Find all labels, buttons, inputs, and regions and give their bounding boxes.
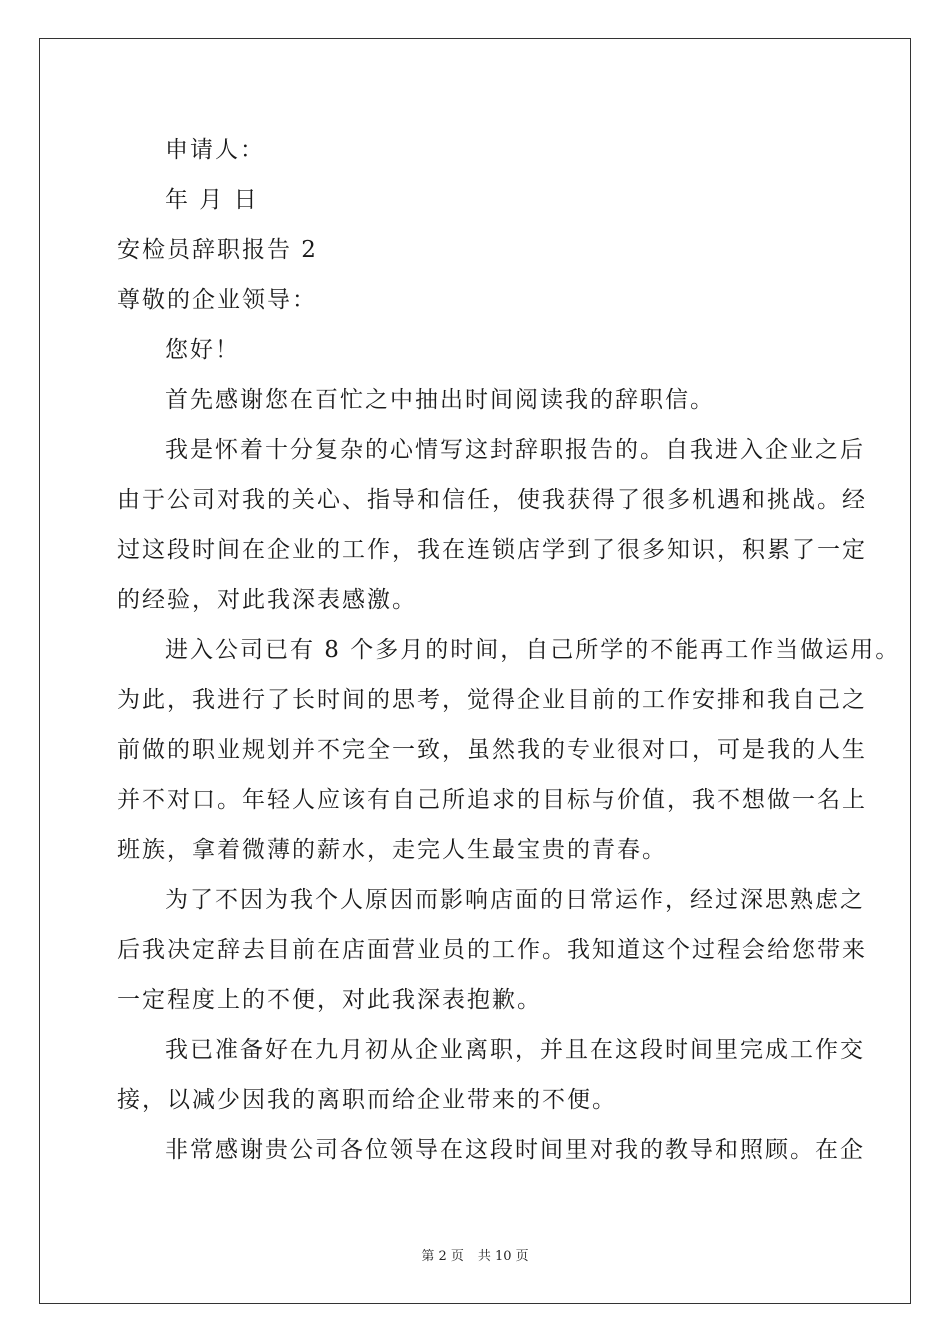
page-number: 第 2 页 [421,1249,464,1264]
paragraph-line: 班族，拿着微薄的薪水，走完人生最宝贵的青春。 [117,837,667,863]
paragraph-line: 的经验，对此我深表感激。 [117,587,417,613]
greeting: 您好！ [165,337,240,363]
paragraph-line: 首先感谢您在百忙之中抽出时间阅读我的辞职信。 [165,387,715,413]
salutation: 尊敬的企业领导： [117,287,317,313]
page-footer [0,1248,950,1266]
paragraph-line: 过这段时间在企业的工作，我在连锁店学到了很多知识，积累了一定 [117,537,867,563]
paragraph-line: 一定程度上的不便，对此我深表抱歉。 [117,987,542,1013]
paragraph-line: 由于公司对我的关心、指导和信任，使我获得了很多机遇和挑战。经 [117,487,867,513]
section-title: 安检员辞职报告 2 [117,237,318,263]
paragraph-line: 并不对口。年轻人应该有自己所追求的目标与价值，我不想做一名上 [117,787,867,813]
paragraph-line: 前做的职业规划并不完全一致，虽然我的专业很对口，可是我的人生 [117,737,867,763]
page-total: 共 10 页 [477,1249,529,1264]
paragraph-line: 非常感谢贵公司各位领导在这段时间里对我的教导和照顾。在企 [165,1137,865,1163]
paragraph-line: 我已准备好在九月初从企业离职，并且在这段时间里完成工作交 [165,1037,865,1063]
paragraph-line: 进入公司已有 8 个多月的时间，自己所学的不能再工作当做运用。 [165,637,901,663]
paragraph-line: 我是怀着十分复杂的心情写这封辞职报告的。自我进入企业之后 [165,437,865,463]
date-line: 年 月 日 [165,187,259,213]
paragraph-line: 为此，我进行了长时间的思考，觉得企业目前的工作安排和我自己之 [117,687,867,713]
applicant-line: 申请人： [165,137,265,163]
paragraph-line: 为了不因为我个人原因而影响店面的日常运作，经过深思熟虑之 [165,887,865,913]
paragraph-line: 后我决定辞去目前在店面营业员的工作。我知道这个过程会给您带来 [117,937,867,963]
paragraph-line: 接，以减少因我的离职而给企业带来的不便。 [117,1087,617,1113]
